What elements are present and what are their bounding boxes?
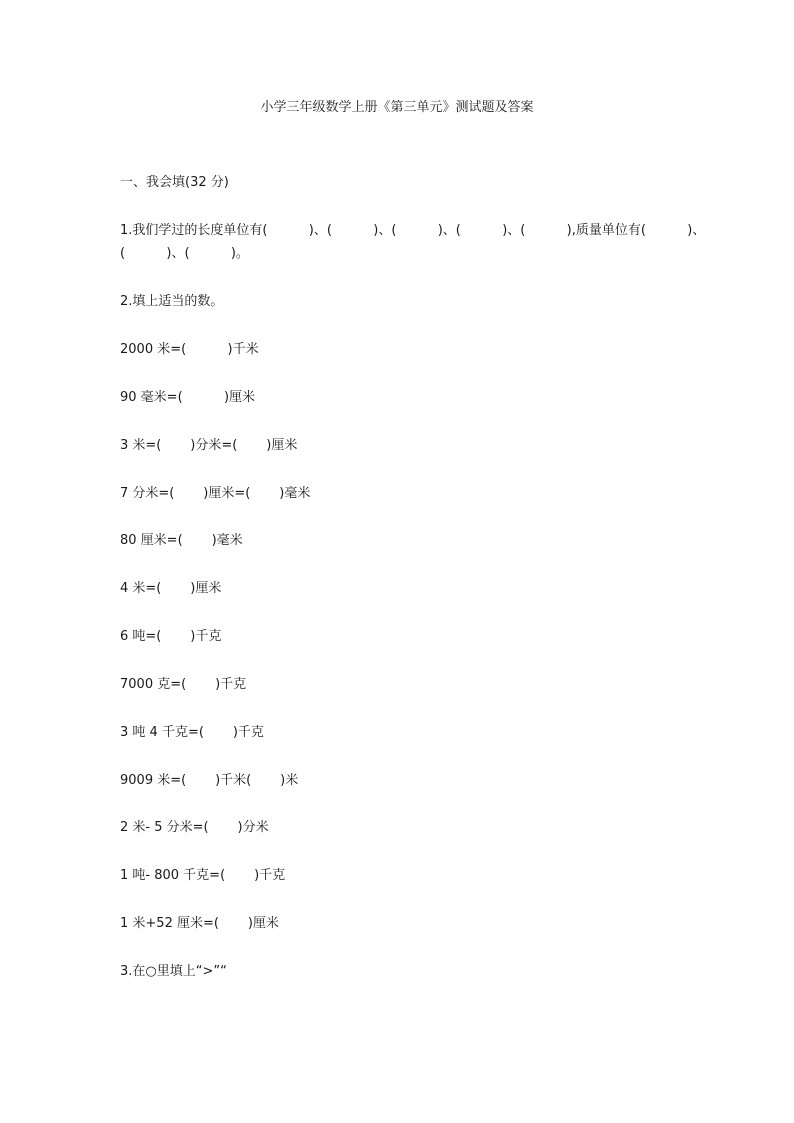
question-1-line-1: 1.我们学过的长度单位有( )、( )、( )、( )、( ),质量单位有( )、 — [120, 223, 706, 238]
fill-item: 1 吨- 800 千克=( )千克 — [120, 868, 286, 883]
fill-item: 7000 克=( )千克 — [120, 677, 247, 692]
fill-item: 2 米- 5 分米=( )分米 — [120, 820, 269, 835]
section-heading: 一、我会填(32 分) — [120, 175, 229, 190]
fill-item: 90 毫米=( )厘米 — [120, 390, 256, 405]
question-2: 2.填上适当的数。 — [120, 294, 224, 309]
question-1-line-2: ( )、( )。 — [120, 246, 249, 261]
fill-item: 9009 米=( )千米( )米 — [120, 773, 299, 788]
fill-item: 3 米=( )分米=( )厘米 — [120, 438, 298, 453]
question-3: 3.在○里填上“>”“ — [120, 964, 227, 979]
fill-item: 3 吨 4 千克=( )千克 — [120, 725, 264, 740]
fill-item: 7 分米=( )厘米=( )毫米 — [120, 486, 311, 501]
fill-item: 6 吨=( )千克 — [120, 629, 222, 644]
document-title: 小学三年级数学上册《第三单元》测试题及答案 — [260, 100, 534, 115]
fill-item: 80 厘米=( )毫米 — [120, 533, 243, 548]
fill-item: 2000 米=( )千米 — [120, 342, 259, 357]
fill-item: 4 米=( )厘米 — [120, 581, 222, 596]
fill-item: 1 米+52 厘米=( )厘米 — [120, 916, 279, 931]
